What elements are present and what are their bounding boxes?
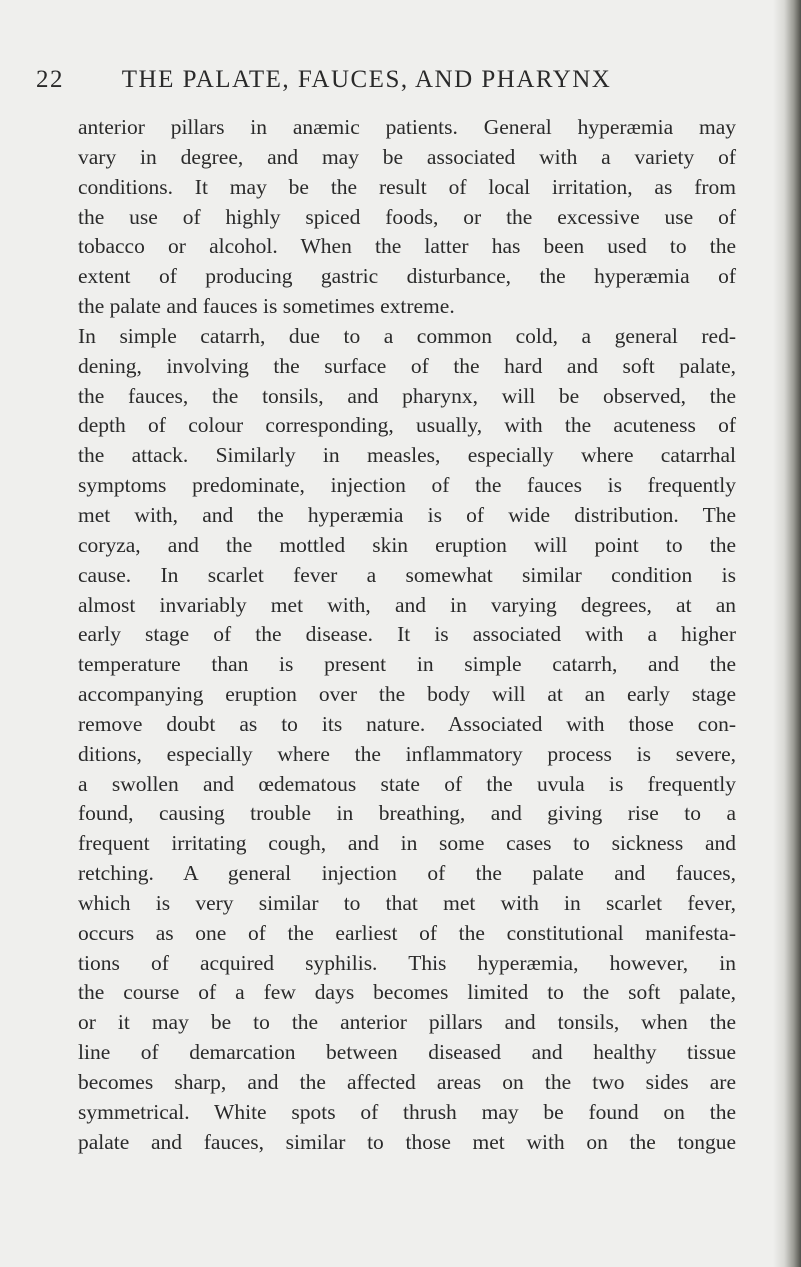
text-line: symmetrical. White spots of thrush may be found on the (78, 1099, 736, 1124)
text-line: cause. In scarlet fever a somewhat similar condition is (78, 562, 736, 587)
running-title: THE PALATE, FAUCES, AND PHARYNX (121, 66, 612, 93)
page-number: 22 (36, 66, 64, 93)
text-line: the fauces, the tonsils, and pharynx, will be observed, the (78, 383, 736, 408)
text-line: retching. A general injection of the palate and fauces, (78, 861, 736, 886)
text-line: symptoms predominate, injection of the fauces is frequently (78, 473, 736, 498)
running-head (36, 62, 756, 98)
text-line: becomes sharp, and the affected areas on the two sides are (78, 1070, 736, 1094)
text-line: a swollen and œdematous state of the uvula is frequently (78, 771, 736, 796)
body-text (78, 113, 736, 1158)
page-edge-shadow (773, 0, 801, 1267)
text-line: dening, involving the surface of the hard and soft palate, (78, 353, 736, 378)
text-line: anterior pillars in anæmic patients. General hyperæmia may (78, 115, 736, 139)
text-line: almost invariably met with, and in varying degrees, at an (78, 592, 736, 617)
text-line: the palate and fauces is sometimes extreme. (78, 294, 455, 319)
text-line: which is very similar to that met with in scarlet fever, (78, 890, 736, 915)
text-line: tions of acquired syphilis. This hyperæmia, however, in (78, 950, 736, 975)
text-line: ditions, especially where the inflammatory process is severe, (78, 741, 736, 766)
text-line: early stage of the disease. It is associated with a higher (78, 622, 736, 647)
text-line: found, causing trouble in breathing, and giving rise to a (78, 801, 736, 826)
text-line: vary in degree, and may be associated with a variety of (78, 144, 736, 169)
text-line: frequent irritating cough, and in some cases to sickness and (78, 831, 736, 856)
text-line: accompanying eruption over the body will at an early stage (78, 682, 736, 707)
text-line: or it may be to the anterior pillars and tonsils, when the (78, 1010, 736, 1035)
text-line: temperature than is present in simple catarrh, and the (78, 652, 736, 677)
text-line: In simple catarrh, due to a common cold, a general red- (78, 323, 736, 348)
text-line: remove doubt as to its nature. Associated with those con- (78, 711, 736, 736)
text-line: conditions. It may be the result of local irritation, as from (78, 174, 736, 199)
text-line: the course of a few days becomes limited to the soft palate, (78, 980, 736, 1005)
text-line: occurs as one of the earliest of the constitutional manifesta- (78, 920, 736, 945)
text-line: the attack. Similarly in measles, especially where catarrhal (78, 443, 736, 468)
text-line: depth of colour corresponding, usually, with the acuteness of (78, 413, 736, 438)
text-line: coryza, and the mottled skin eruption will point to the (78, 532, 736, 557)
text-line: met with, and the hyperæmia is of wide distribution. The (78, 502, 736, 527)
text-line: line of demarcation between diseased and healthy tissue (78, 1040, 736, 1065)
text-line: the use of highly spiced foods, or the excessive use of (78, 204, 736, 229)
text-line: tobacco or alcohol. When the latter has been used to the (78, 234, 736, 259)
text-line: extent of producing gastric disturbance, the hyperæmia of (78, 264, 736, 289)
text-line: palate and fauces, similar to those met with on the tongue (78, 1129, 736, 1154)
